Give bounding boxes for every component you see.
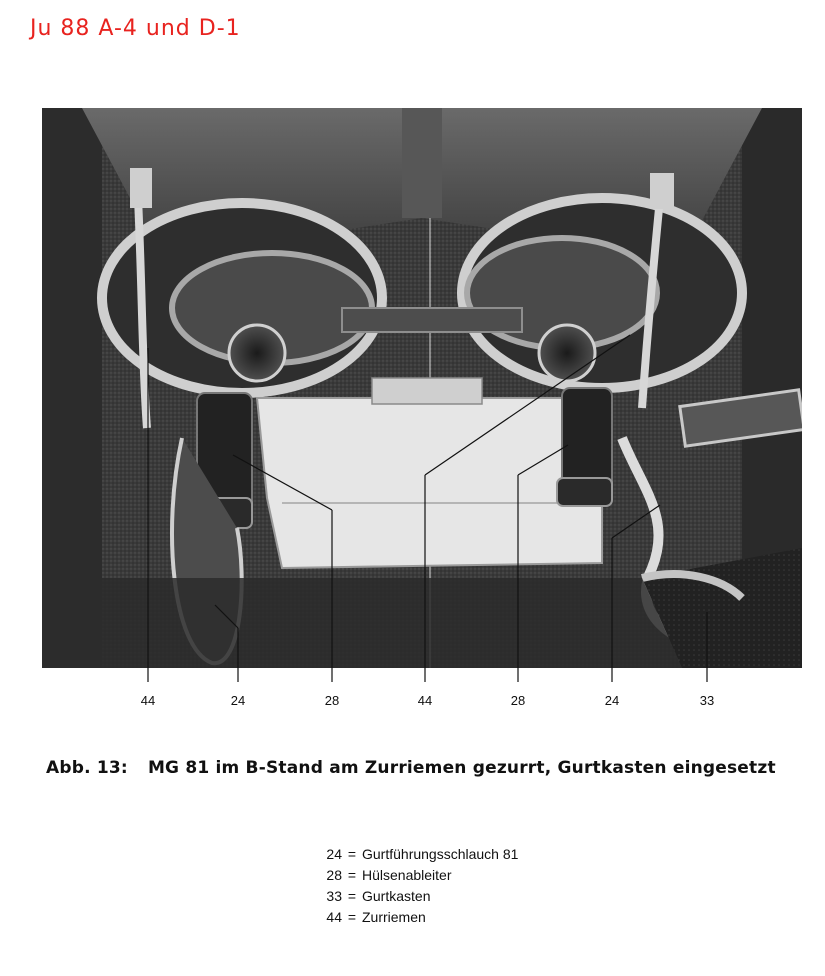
figure-caption-label: Abb. 13: <box>46 758 128 778</box>
legend-text: Zurriemen <box>362 909 426 925</box>
legend-row <box>316 907 518 928</box>
legend-text: Gurtführungsschlauch 81 <box>362 846 519 862</box>
gun-mount-photo <box>42 108 802 668</box>
legend-code: 24 <box>326 846 342 862</box>
callout-number: 44 <box>140 693 156 708</box>
legend-code: 33 <box>326 888 342 904</box>
legend-row <box>316 844 518 865</box>
legend-equals: = <box>347 867 357 883</box>
legend-equals: = <box>347 909 357 925</box>
legend-code: 28 <box>326 867 342 883</box>
legend-equals: = <box>347 846 357 862</box>
callout-number: 33 <box>699 693 715 708</box>
figure-caption-text: MG 81 im B-Stand am Zurriemen gezurrt, Gurtkasten eingesetzt <box>147 758 776 778</box>
callout-number: 24 <box>230 693 246 708</box>
callout-number: 24 <box>604 693 620 708</box>
legend-equals: = <box>347 888 357 904</box>
figure-caption <box>46 758 776 778</box>
legend-row <box>316 865 518 886</box>
legend-text: Hülsenableiter <box>362 867 452 883</box>
document-header-title: Ju 88 A-4 und D-1 <box>30 16 241 41</box>
callout-number: 28 <box>510 693 526 708</box>
callout-number: 44 <box>417 693 433 708</box>
legend-code: 44 <box>326 909 342 925</box>
callout-number: 28 <box>324 693 340 708</box>
legend-text: Gurtkasten <box>362 888 431 904</box>
legend-row <box>316 886 518 907</box>
legend <box>316 844 518 928</box>
